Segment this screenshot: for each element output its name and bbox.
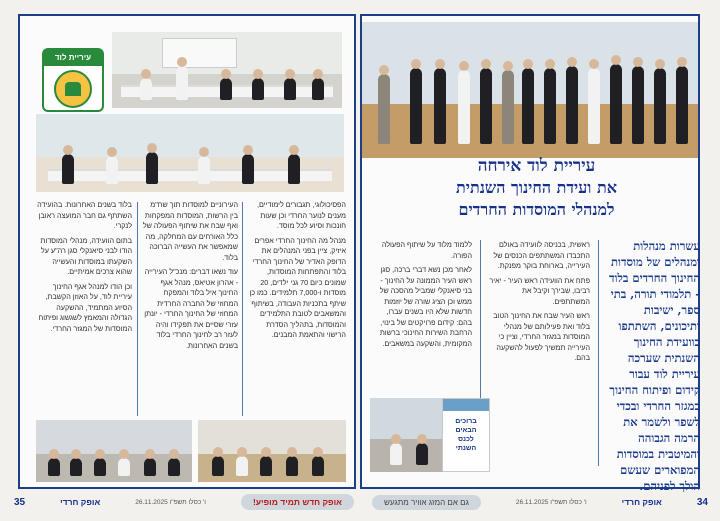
right-brand: אופק חרדי xyxy=(621,497,662,507)
left-page-footer xyxy=(14,492,354,512)
paragraph: בתום הוועידה, מנהלי המוסדות הודו לבני סיאנקלי סגן רה"ע על השקעתו במוסדות והעשייה שהוא צרכים אמיתיים. xyxy=(40,235,132,276)
logo-text: עיריית לוד xyxy=(44,50,102,66)
paragraph: בלוד בשנים האחרונות. בהועידה השתתף גם חבר המועצה ראובן לנקרי. xyxy=(37,200,132,230)
headline-line-3: למנהלי המוסדות החרדים xyxy=(458,200,615,219)
paragraph: עוד נשאו דברים: מנכ"ל העירייה - אהרון אטיאס, מנהל אגף החינוך איל בלוד והמפקח המחוזי של החברה החרדית המחוזי של החינוך החרדי - יונתן עזרי שסיים את תפקידו והיה לעזר רב לחינוך החרדי בלוד בשנים האחרונות. xyxy=(144,267,238,350)
right-page-column-middle xyxy=(486,240,590,468)
right-issue-date: ו' כסלו תשפ"ו 26.11.2025 xyxy=(515,498,587,506)
city-seal-icon xyxy=(54,70,92,108)
headline-line-1: עיריית לוד אירחה xyxy=(477,156,596,176)
photo-audience-2 xyxy=(198,420,346,482)
photo-speaker-panel xyxy=(112,32,342,108)
right-footer-slogan: גם אם המזג אוויר מתגעש xyxy=(372,495,481,510)
paragraph: וכן הודו למנהל אגף החינוך עיריית לוד, על האוזן הקשבת, הסיוע המתמיד, ההשקעה הגדולה והמאמץ לשגשוג ופיתוח המוסדות של המגזר החרדי. xyxy=(38,281,132,333)
left-page-number: 35 xyxy=(14,496,26,508)
right-page-column-left xyxy=(372,240,472,390)
paragraph: ראשית, בכניסה לוועידה באולם התכבדו המשתתפים הכנסים של העירייה, בארוחת בוקר מפנקת. xyxy=(493,240,590,270)
left-page-column-right xyxy=(248,200,346,418)
paragraph: ראש העיר שבח את החינוך הטוב בלוד ואת פעילותם של מנהלי המוסדות במגזר החרדי, וציין כי העירייה תמשיך לפעול להשקעה בהם. xyxy=(493,311,590,362)
lod-municipality-logo xyxy=(42,48,104,112)
paragraph: לאחר מכן נשא דברי ברכה, סגן ראש העיר הממונה על החינוך - בני סיאנקלי שמביל מהסכה של ממש וכן הציג שורה של יוזמות חדשות שלא היו בשנים עברו, בהם: קידום פרויקטים של בינוי, הרחבת השירות החינוכי ברשות המקומית, והשקעה במשאבים. xyxy=(379,265,472,348)
photo-audience-1 xyxy=(36,420,192,482)
left-issue-date: ו' כסלו תשפ"ו 26.11.2025 xyxy=(135,498,206,506)
headline-line-2: את ועידת החינוך השנתית xyxy=(455,178,617,197)
left-page-column-middle xyxy=(142,200,238,418)
paragraph: העירוניים למוסדות תוך שח"מ בין הרשות, המוסדות המפקחות ואף שבח את שיתוף הפעולה של כלל האורחים עם המחלקה, מה שמאפשר את העשייה הברוכה בלוד. xyxy=(142,200,238,262)
right-page-number: 34 xyxy=(696,496,708,508)
paragraph: פתח את הוועידה ראש העיר - יאיר רביבו, שבירך וקיבל את המשתתפים. xyxy=(489,275,590,306)
left-page xyxy=(18,14,356,489)
photo-group xyxy=(362,22,698,158)
paragraph: ללמוד מלוד על שיתוף הפעולה הפורה. xyxy=(381,240,472,260)
left-page-column-left xyxy=(36,200,132,418)
paragraph: הפסיכולוגי, תגבורים לימודיים, מענים לנוער החרדי וכן שעות חונכות וסיוע לכל מוסד. xyxy=(257,200,346,230)
article-lead: עשרות מנהלות ומנהלים של מוסדות החינוך החרדים בלוד - תלמודי תורה, בתי ספר, ישיבות ותיכונים, השתתפו בוועידת החינוך השנתית שערכה עיריית לוד עבור קידום ופיתוח החינוך במגזר החרדי ובכדי לשפר ולשמר את הרמה הגבוהה והמיטבית במוסדות המפוארים שעשם הולך לפניהם. xyxy=(609,239,700,493)
article-headline xyxy=(375,156,698,228)
left-brand: אופק חרדי xyxy=(60,497,101,507)
photo-head-table xyxy=(36,114,344,192)
conference-poster xyxy=(442,398,490,472)
paragraph: מנהל מה החינוך החרדי אפרים איזיק, ציין בפני המנהלים את הדופק האדיר של החינוך החרדי בלוד והתפתחות המוסדות, שמונים כיום 70 גני ילדים, 20 מוסדות ו-7,000 תלמידים. כמו כן שיתף בתכניות העבודה, בשיתוף והמשאבים לטובת התלמידים והמוסדות, בתהליך הסדרת הרישוי והתאמת המבנים. xyxy=(249,235,346,339)
left-footer-slogan: אופק חדש תמיד מופיע! xyxy=(241,494,354,510)
right-page-footer xyxy=(372,492,708,512)
poster-text: ברוכים הבאים לכנס השנתי xyxy=(455,418,477,452)
